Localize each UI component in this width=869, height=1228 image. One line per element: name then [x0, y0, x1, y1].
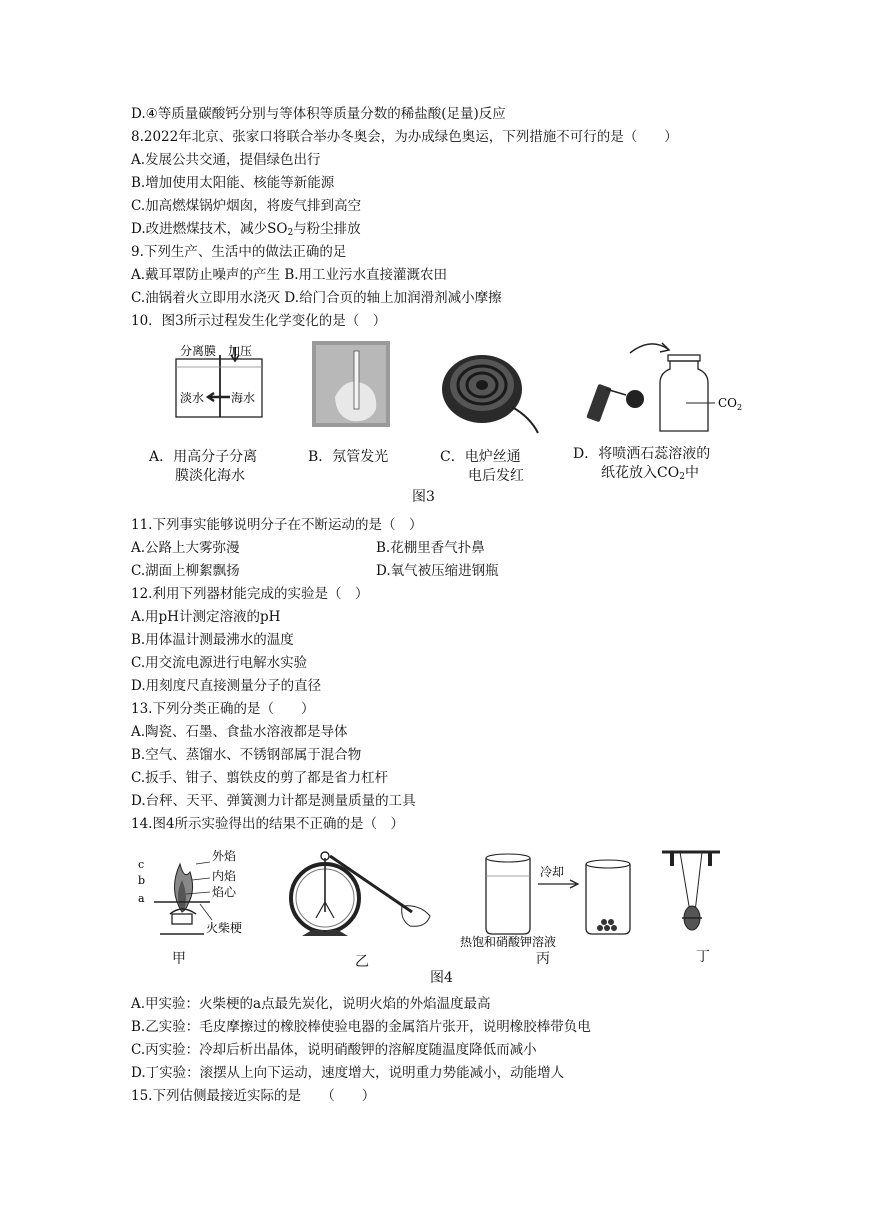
q12-option-b: B.用体温计测最沸水的温度: [131, 632, 294, 648]
q7-option-d: D.④等质量碳酸钙分别与等体积等质量分数的稀盐酸(足量)反应: [131, 106, 506, 122]
q14-stem: 14.图4所示实验得出的结果不正确的是（ ）: [131, 816, 405, 832]
fig4-label-a: a: [138, 892, 145, 905]
q8-option-d: [131, 220, 361, 242]
q8d-text-end: 与粉尘排放: [293, 221, 361, 237]
q12-stem: 12.利用下列器材能完成的实验是（ ）: [131, 586, 369, 602]
q9-options-ab: A.戴耳罩防止噪声的产生 B.用工业污水直接灌溉农田: [131, 267, 448, 283]
fig4-cool-label: 冷却: [540, 865, 565, 879]
fig4-label-jia: 甲: [172, 951, 186, 967]
fig3-d-co2-label: $CO_2$: [718, 396, 743, 412]
q8-option-b: B.增加使用太阳能、核能等新能源: [131, 175, 335, 191]
fig4-match-label: 火柴梗: [206, 921, 243, 935]
fig3-caption-b: B．氖管发光: [308, 449, 389, 465]
fig3-b-neon-tube-icon: [312, 341, 390, 427]
fig4-yi-electroscope-icon: [291, 852, 430, 936]
fig3-title: 图3: [412, 489, 435, 505]
q8-option-c: C.加高燃煤锅炉烟囱，将废气排到高空: [131, 198, 362, 214]
q11-option-d: D.氧气被压缩进钢瓶: [376, 563, 499, 579]
fig4-jia-flame-icon: [154, 862, 212, 934]
q8d-text: D.改进燃煤技术，减少SO: [131, 221, 288, 237]
fig3-c-electric-stove-icon: [442, 355, 538, 433]
fig4-label-bing: 丙: [536, 951, 550, 967]
q11-option-b: B.花棚里香气扑鼻: [376, 540, 485, 556]
q8d-subscript: 2: [287, 228, 294, 238]
q14-option-c: C.丙实验：冷却后析出晶体，说明硝酸钾的溶解度随温度降低而减小: [131, 1042, 537, 1058]
fig3-a-membrane-label: 分离膜: [180, 344, 217, 358]
fig4-solution-label: 热饱和硝酸钾溶液: [460, 935, 557, 949]
fig4-flame-core-label: 焰心: [212, 885, 237, 899]
q11-option-a: A.公路上大雾弥漫: [131, 540, 240, 556]
fig3-caption-c-1: C．电炉丝通: [440, 449, 521, 465]
q12-option-c: C.用交流电源进行电解水实验: [131, 655, 308, 671]
fig3-caption-a-1: A．用高分子分离: [149, 449, 258, 465]
q14-option-d: D.丁实验：滚摆从上向下运动，速度增大，说明重力势能减小，动能增人: [131, 1065, 565, 1081]
q15-stem: 15.下列估侧最接近实际的是 （ ）: [131, 1088, 376, 1104]
q14-option-b: B.乙实验：毛皮摩擦过的橡胶棒使验电器的金属箔片张开，说明橡胶棒带负电: [131, 1019, 591, 1035]
fig4-label-yi: 乙: [355, 954, 369, 970]
q13-option-a: A.陶瓷、石墨、食盐水溶液都是导体: [131, 724, 348, 740]
fig4-label-ding: 丁: [696, 949, 710, 965]
q10-stem: 10．图3所示过程发生化学变化的是（ ）: [131, 313, 387, 329]
q13-option-d: D.台秤、天平、弹簧测力计都是测量质量的工具: [131, 793, 416, 809]
q13-option-c: C.扳手、钳子、翦铁皮的剪了都是省力杠杆: [131, 770, 389, 786]
fig3-caption-c-2: 电后发红: [468, 468, 524, 484]
q11-option-c: C.湖面上柳絮飘扬: [131, 563, 240, 579]
q11-stem: 11.下列事实能够说明分子在不断运动的是（ ）: [131, 517, 423, 533]
fig4-inner-flame-label: 内焰: [212, 869, 237, 883]
q9-stem: 9.下列生产、生活中的做法正确的足: [131, 244, 347, 260]
q12-option-d: D.用刻度尺直接测量分子的直径: [131, 678, 322, 694]
fig3-caption-d-2: 纸花放入$CO_2$中: [601, 465, 699, 482]
q14-option-a: A.甲实验：火柴梗的a点最先炭化，说明火焰的外焰温度最高: [131, 996, 491, 1012]
q8-stem: 8.2022年北京、张家口将联合举办冬奥会，为办成绿色奥运，下列措施不可行的是（ ）: [131, 129, 678, 145]
fig4-title: 图4: [430, 970, 453, 986]
q9-options-cd: C.油锅着火立即用水浇灭 D.给门合页的轴上加润滑剂减小摩擦: [131, 290, 502, 306]
fig3-caption-d-1: D．将喷洒石蕊溶液的: [573, 446, 711, 462]
q8-option-a: A.发展公共交通，提倡绿色出行: [131, 152, 321, 168]
q13-option-b: B.空气、蒸馏水、不锈钢部属于混合物: [131, 747, 362, 763]
fig3-d-co2-bottle-icon: [586, 343, 715, 431]
q12-option-a: A.用pH计测定溶液的pH: [131, 609, 281, 625]
fig4-label-c: c: [138, 858, 145, 871]
fig4-outer-flame-label: 外焰: [212, 849, 237, 863]
fig3-a-fresh-label: 淡水: [180, 391, 205, 405]
fig3-a-sea-label: 海水: [231, 391, 256, 405]
fig3-caption-a-2: 膜淡化海水: [175, 468, 245, 484]
fig4-label-b: b: [138, 874, 146, 887]
q13-stem: 13.下列分类正确的是（ ）: [131, 701, 315, 717]
fig3-a-pressure-label: 加压: [228, 344, 253, 358]
fig4-ding-pendulum-icon: [662, 852, 720, 930]
